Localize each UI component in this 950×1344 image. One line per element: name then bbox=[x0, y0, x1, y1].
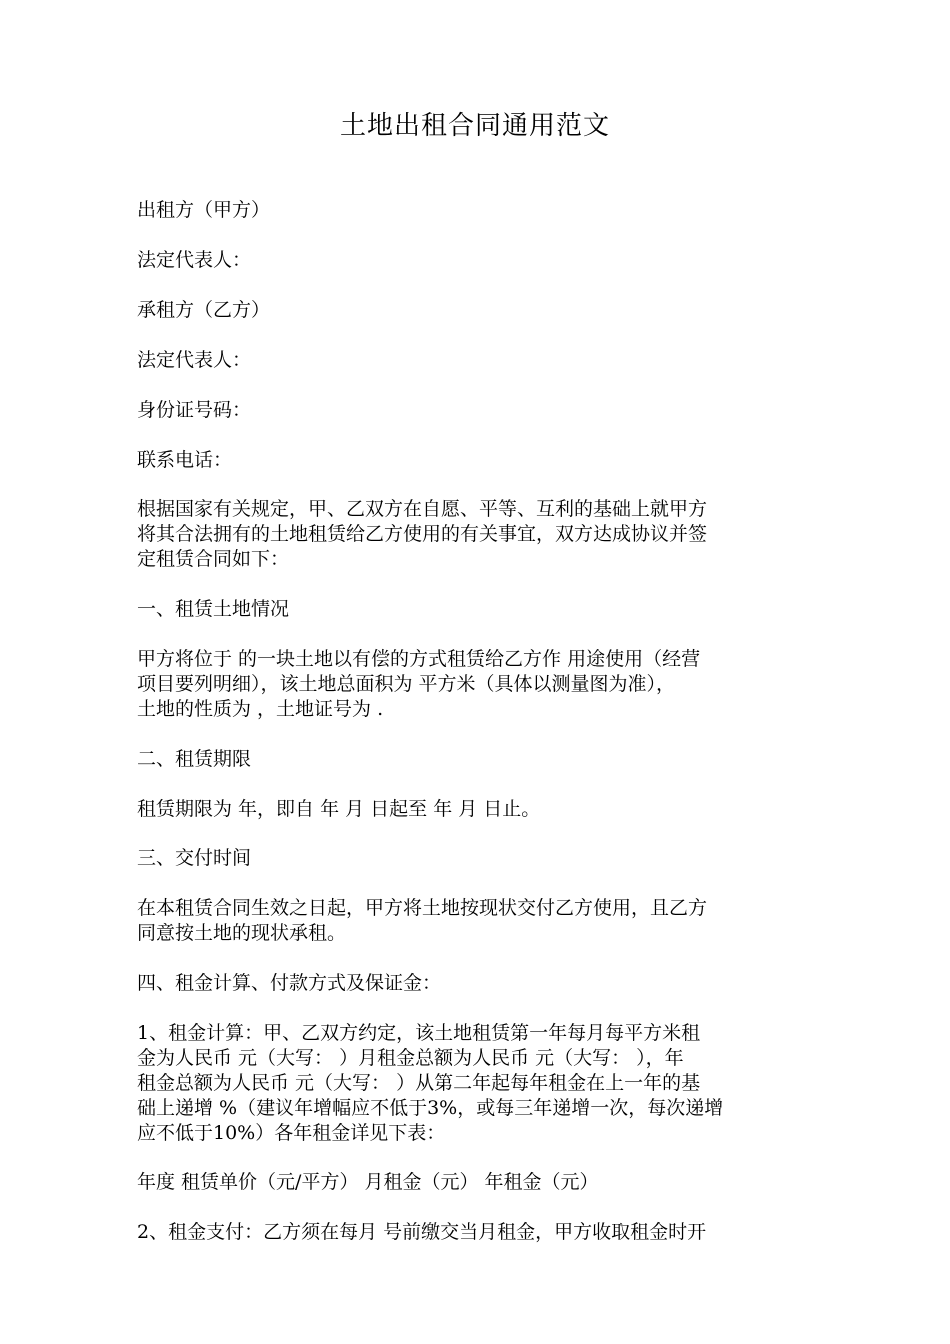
preamble-paragraph: 根据国家有关规定，甲、乙双方在自愿、平等、互利的基础上就甲方 将其合法拥有的土地租赁给乙方使用的有关事宜，双方达成协议并签 定租赁合同如下： bbox=[137, 498, 708, 570]
section-2-heading: 二、租赁期限 bbox=[137, 748, 252, 770]
section-3-body: 在本租赁合同生效之日起，甲方将土地按现状交付乙方使用，且乙方 同意按土地的现状承租。 bbox=[137, 897, 708, 944]
lessor-label: 出租方（甲方） bbox=[137, 199, 271, 221]
section-3-heading: 三、交付时间 bbox=[137, 847, 252, 869]
document-title: 土地出租合同通用范文 bbox=[339, 111, 610, 141]
contact-phone-label: 联系电话： bbox=[137, 449, 233, 471]
rent-payment-paragraph: 2、租金支付：乙方须在每月 号前缴交当月租金，甲方收取租金时开 bbox=[137, 1221, 707, 1243]
section-2-body: 租赁期限为 年，即自 年 月 日起至 年 月 日止。 bbox=[137, 798, 541, 820]
id-number-label: 身份证号码： bbox=[137, 399, 252, 421]
section-1-heading: 一、租赁土地情况 bbox=[137, 598, 290, 620]
section-1-body: 甲方将位于 的一块土地以有偿的方式租赁给乙方作 用途使用（经营 项目要列明细），该土地总面积为 平方米（具体以测量图为准）， 土地的性质为 ，土地证号为 . bbox=[137, 648, 701, 720]
section-4-heading: 四、租金计算、付款方式及保证金： bbox=[137, 972, 442, 994]
rent-table-header: 年度 租赁单价（元/平方） 月租金（元） 年租金（元） bbox=[137, 1171, 599, 1193]
lessee-label: 承租方（乙方） bbox=[137, 299, 271, 321]
rent-calculation-paragraph: 1、租金计算：甲、乙双方约定，该土地租赁第一年每月每平方米租 金为人民币 元（大写： ）月租金总额为人民币 元（大写： ），年 租金总额为人民币 元（大写： ）从第二年起每年租金在上一年的基 础上递增 %（建议年增幅应不低于3%，或每三年递增一次，每次递增 应不低于10%）各年租金详见下表： bbox=[137, 1022, 724, 1144]
lessee-representative-label: 法定代表人： bbox=[137, 349, 252, 371]
lessor-representative-label: 法定代表人： bbox=[137, 249, 252, 271]
